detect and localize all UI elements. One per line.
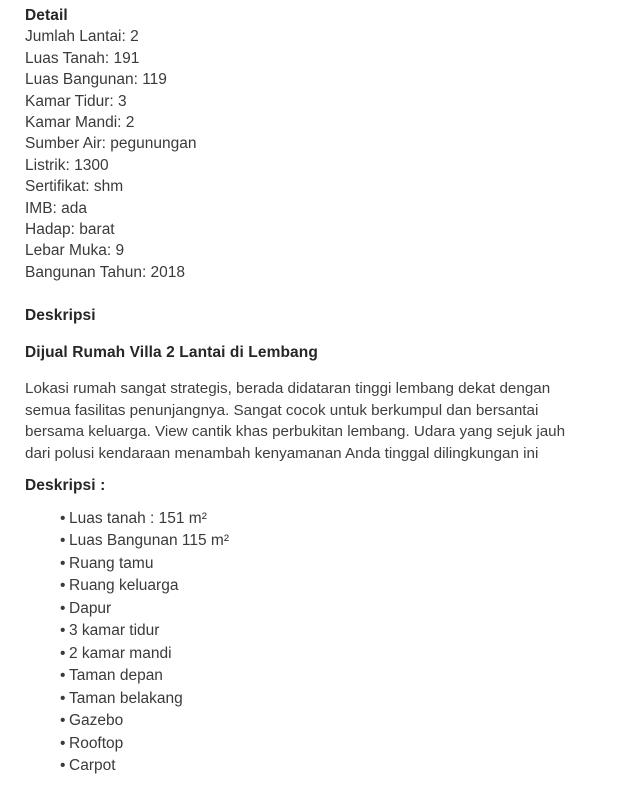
list-item [60,553,606,576]
bullet-icon: • [60,532,66,550]
list-item-label: Luas tanah : 151 m² [69,509,207,527]
description-paragraph: Lokasi rumah sangat strategis, berada didataran tinggi lembang dekat dengan semua fasilitas penunjangnya. Sangat cocok untuk berkumpul dan bersantai bersama keluarga. View cantik khas perbukitan lembang. Udara yang sejuk jauh dari polusi kendaraan menambah kenyamanan Anda tinggal dilingkungan ini [25,380,566,462]
list-item-label: Luas Bangunan 115 m² [69,532,229,550]
detail-spec-list [25,26,606,283]
list-item [60,620,606,643]
list-item-label: 3 kamar tidur [69,622,160,640]
spec-line: Listrik: 1300 [25,156,109,174]
spec-line: Hadap: barat [25,221,115,239]
spec-line: Jumlah Lantai: 2 [25,28,139,46]
description-title: Dijual Rumah Villa 2 Lantai di Lembang [25,343,318,361]
description-list-heading: Deskripsi : [25,477,106,495]
bullet-icon: • [60,667,66,685]
list-item-label: Taman depan [69,667,163,685]
spec-line: Lebar Muka: 9 [25,242,125,260]
list-item [60,530,606,553]
list-item-label: Dapur [69,599,112,617]
list-item-label: Ruang keluarga [69,577,179,595]
bullet-icon: • [60,689,66,707]
list-item [60,598,606,621]
list-item [60,688,606,711]
list-item-label: Rooftop [69,734,124,752]
list-item [60,575,606,598]
spec-line: Kamar Tidur: 3 [25,92,127,110]
list-item [60,755,606,778]
spec-line: Bangunan Tahun: 2018 [25,263,186,281]
spec-line: IMB: ada [25,199,88,217]
spec-line: Kamar Mandi: 2 [25,114,135,132]
spec-line: Luas Tanah: 191 [25,49,140,67]
list-item [60,643,606,666]
bullet-icon: • [60,554,66,572]
bullet-icon: • [60,509,66,527]
bullet-icon: • [60,622,66,640]
paragraph-spacer [25,464,606,475]
list-item [60,710,606,733]
bullet-icon: • [60,712,66,730]
list-heading-spacer [25,497,606,508]
list-item-label: 2 kamar mandi [69,644,172,662]
bullet-icon: • [60,599,66,617]
spec-line: Luas Bangunan: 119 [25,71,167,89]
spec-line: Sertifikat: shm [25,178,124,196]
spec-line: Sumber Air: pegunungan [25,135,197,153]
bullet-icon: • [60,577,66,595]
bullet-icon: • [60,644,66,662]
detail-section-heading: Detail [25,7,68,24]
list-item-label: Carpot [69,757,116,775]
list-item-label: Gazebo [69,712,124,730]
feature-bullet-list [25,508,606,778]
list-item-label: Ruang tamu [69,554,154,572]
bullet-icon: • [60,757,66,775]
description-section-heading: Deskripsi [25,307,96,325]
list-item-label: Taman belakang [69,689,183,707]
list-item [60,508,606,531]
list-item [60,665,606,688]
heading-spacer [25,327,606,342]
section-spacer [25,283,606,305]
title-spacer [25,363,606,378]
bullet-icon: • [60,734,66,752]
list-item [60,733,606,756]
